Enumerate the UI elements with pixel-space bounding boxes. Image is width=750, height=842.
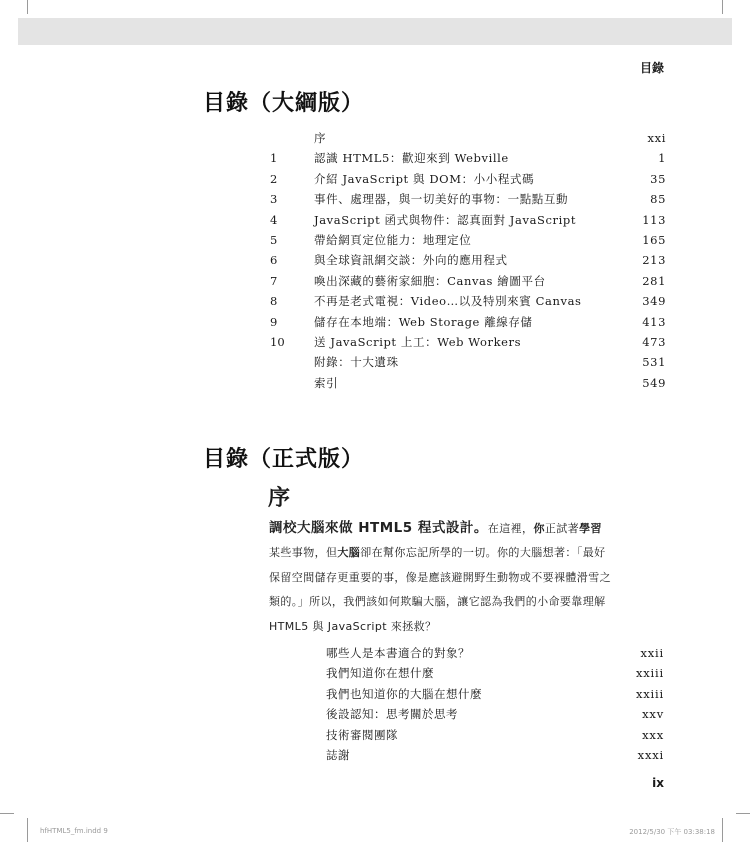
toc-row[interactable]: [270, 250, 666, 270]
subtoc-title: 哪些人是本書適合的對象？: [326, 646, 470, 660]
subtoc-page: xxv: [642, 707, 664, 722]
toc-title: 不再是老式電視：Video…以及特別來賓 Canvas: [314, 294, 582, 309]
print-slug-file: hfHTML5_fm.indd 9: [40, 827, 108, 835]
toc-number: 10: [270, 334, 285, 349]
toc-page: 531: [642, 355, 666, 370]
toc-number: 6: [270, 253, 278, 268]
subtoc-page: xxxi: [637, 747, 664, 762]
toc-title: 索引: [314, 375, 339, 390]
preface-heading: 序: [268, 486, 291, 511]
crop-mark-bottom-right-h: [736, 813, 750, 814]
intro-line-3: 保留空間儲存更重要的事，像是應該避開野生動物或不要裸體滑雪之: [269, 570, 611, 584]
toc-title: 喚出深藏的藝術家細胞：Canvas 繪圖平台: [314, 273, 546, 288]
full-section-title: 目錄（正式版）: [203, 447, 365, 472]
toc-number: 5: [270, 232, 278, 247]
subtoc-row[interactable]: [326, 745, 664, 765]
toc-number: 1: [270, 151, 278, 166]
intro-emphasis: 你: [533, 522, 545, 535]
toc-row[interactable]: [270, 312, 666, 332]
toc-page: 113: [642, 212, 666, 227]
subtoc-page: xxx: [642, 727, 664, 742]
running-head: 目錄: [639, 61, 664, 75]
toc-title: 介紹 JavaScript 與 DOM：小小程式碼: [314, 171, 535, 186]
page-number: ix: [652, 776, 664, 790]
intro-text: 在這裡，: [487, 522, 534, 535]
toc-title: JavaScript 函式與物件：認真面對 JavaScript: [314, 212, 577, 227]
subtoc-title: 我們知道你在想什麼: [326, 666, 434, 681]
toc-row[interactable]: [270, 148, 666, 168]
toc-title: 送 JavaScript 上工：Web Workers: [314, 334, 522, 349]
toc-page: 413: [642, 314, 666, 329]
toc-number: 9: [270, 314, 278, 329]
subtoc-page: xxii: [640, 646, 664, 660]
toc-page: 349: [642, 294, 666, 309]
intro-emphasis: 大腦: [337, 546, 361, 560]
intro-text: 正試著: [544, 522, 580, 535]
toc-title: 認識 HTML5：歡迎來到 Webville: [314, 151, 509, 166]
toc-row[interactable]: [270, 189, 666, 209]
toc-number: 4: [270, 212, 278, 227]
subtoc-row[interactable]: [326, 704, 664, 724]
subtoc-row[interactable]: [326, 663, 664, 683]
crop-mark-bottom-right: [722, 818, 723, 842]
outline-toc: [270, 128, 666, 393]
toc-page: 473: [642, 334, 666, 349]
toc-number: 2: [270, 171, 278, 186]
subtoc-title: 後設認知：思考關於思考: [326, 707, 458, 722]
toc-page: 85: [650, 192, 666, 207]
toc-row[interactable]: [270, 352, 666, 372]
subtoc-page: xxiii: [635, 686, 664, 701]
intro-line-2: [269, 541, 665, 565]
intro-line-5: HTML5 與 JavaScript 來拯救？: [269, 619, 437, 633]
toc-page: 35: [650, 171, 666, 186]
crop-mark-top-left: [27, 0, 28, 14]
intro-text: 某些事物，但: [269, 546, 338, 560]
print-slug-date: 2012/5/30 下午 03:38:18: [629, 828, 715, 836]
toc-title: 帶給網頁定位能力：地理定位: [314, 232, 472, 247]
toc-number: 7: [270, 273, 278, 288]
toc-row[interactable]: [270, 128, 666, 148]
preface-subtoc: [326, 643, 664, 765]
toc-number: 3: [270, 192, 278, 207]
toc-number: 8: [270, 294, 278, 309]
subtoc-title: 技術審閱團隊: [326, 727, 398, 742]
crop-mark-bottom-left: [27, 818, 28, 842]
intro-line-4: 類的。」所以，我們該如何欺騙大腦，讓它認為我們的小命要靠理解: [269, 595, 606, 609]
toc-page: xxi: [647, 131, 666, 145]
toc-row[interactable]: [270, 169, 666, 189]
toc-page: 549: [642, 375, 666, 390]
toc-page: 213: [642, 253, 666, 268]
toc-page: 1: [658, 151, 666, 166]
toc-title: 序: [314, 131, 327, 145]
toc-row[interactable]: [270, 230, 666, 250]
toc-row[interactable]: [270, 291, 666, 311]
toc-page: 165: [642, 232, 666, 247]
preface-intro: [269, 516, 665, 639]
intro-emphasis: 學習: [579, 522, 602, 535]
header-band: [18, 18, 732, 45]
crop-mark-top-right: [722, 0, 723, 14]
toc-title: 附錄：十大遺珠: [314, 355, 399, 370]
toc-row[interactable]: [270, 373, 666, 393]
toc-row[interactable]: [270, 271, 666, 291]
toc-row[interactable]: [270, 210, 666, 230]
toc-title: 事件、處理器，與一切美好的事物：一點點互動: [314, 192, 569, 207]
intro-lead: 調校大腦來做 HTML5 程式設計。: [269, 520, 488, 536]
subtoc-title: 誌謝: [326, 747, 350, 762]
toc-row[interactable]: [270, 332, 666, 352]
subtoc-row[interactable]: [326, 684, 664, 704]
toc-page: 281: [642, 273, 666, 288]
subtoc-page: xxiii: [635, 666, 664, 681]
toc-title: 與全球資訊網交談：外向的應用程式: [314, 253, 508, 268]
intro-line-1: [269, 516, 665, 541]
intro-text: 卻在幫你忘記所學的一切。你的大腦想著：「最好: [360, 546, 606, 560]
crop-mark-bottom-left-h: [0, 813, 14, 814]
outline-section-title: 目錄（大綱版）: [203, 91, 365, 116]
subtoc-row[interactable]: [326, 725, 664, 745]
subtoc-row[interactable]: [326, 643, 664, 663]
toc-title: 儲存在本地端：Web Storage 離線存儲: [314, 314, 533, 329]
subtoc-title: 我們也知道你的大腦在想什麼: [326, 686, 482, 701]
